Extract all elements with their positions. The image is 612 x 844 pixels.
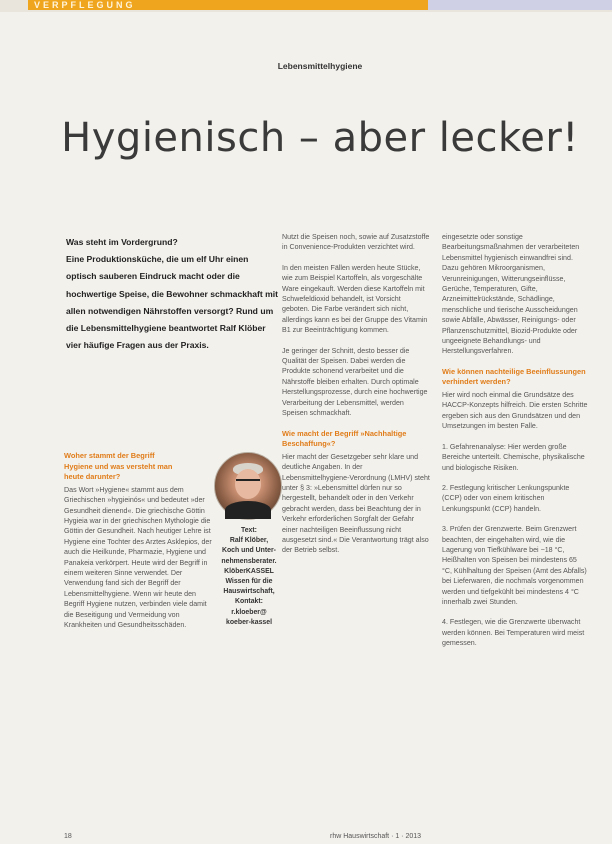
author-credit [217,526,281,628]
intro-block [66,234,280,354]
col3-paragraph: 4. Festlegen, wie die Grenzwerte überwacht werden können. Bei Temperaturen wird meist gemessen. [442,618,585,648]
col3-paragraph: eingesetzte oder sonstige Bearbeitungsmaßnahmen der verarbeiteten Lebensmittel hygienisch einwandfrei sind. Dazu gehören Mikroorganismen, Verunreinigungen, Witterungseinflüsse, Gerüche, Temperaturen, Gifte, Arzneimittelrückstände, Schädlinge, menschliche und tierische Ausscheidungen sowie Abfälle, Abwässer, Reinigungs- oder Pflanzenschutzmittel, Biozid-Produkte oder ungeeignete Behandlungs- und Herstellungsverfahren. [442,233,580,356]
section-label: VERPFLEGUNG [34,0,136,10]
credit-line: Wissen für die [225,578,273,586]
col2-heading: Wie macht der Begriff »Nachhaltige Beschaffung«? [282,428,407,449]
col3-paragraph: 1. Gefahrenanalyse: Hier werden große Bereiche unterteilt. Chemische, physikalische und biologische Risiken. [442,442,585,472]
credit-email[interactable]: koeber-kassel [226,618,272,626]
col1-paragraph: Das Wort »Hygiene« stammt aus dem Griechischen »hygieinós« und bedeutet »der Gesundheit dienend«. Die griechische Göttin Hygieia war in der griechischen Mythologie die Göttin der Gesundheit. Nach heutiger Lehre ist Hygiene eine Tochter des Arztes Asklepios, der auch die Heilkunde, Pharmazie, Hygiene und Panakeia verkörpert. Heute wird der Begriff in einem weiteren Sinne verwendet. Der Verwendung fand sich der Begriff der Lebensmittelhygiene. Wenn wir heute den Begriff Hygiene nutzen, verbinden viele damit die Beseitigung und Vermeidung von Krankheiten und Gesundheitsschäden. [64,485,212,630]
credit-line: nehmensberater. [221,557,277,565]
credit-line: KlöberKASSEL [224,567,274,575]
credit-line: Text: [241,527,257,534]
col3-paragraph: Hier wird noch einmal die Grundsätze des HACCP-Konzepts hilfreich. Die ersten Schritte ergeben sich aus den Grundsätzen und den Umsetzungen im besten Falle. [442,391,588,431]
credit-line: Koch und Unter- [222,547,276,555]
portrait-glasses [236,479,260,485]
magazine-footer: rhw Hauswirtschaft · 1 · 2013 [330,833,422,840]
kicker: Lebensmittelhygiene [277,61,363,71]
credit-line: Kontakt: [235,598,263,606]
col1-heading: Woher stammt der Begriff Hygiene und was versteht man heute darunter? [64,451,173,482]
credit-line: Ralf Klöber, [229,537,269,545]
page-number: 18 [64,833,72,840]
portrait-shirt [225,501,271,519]
credit-line: Hauswirtschaft, [223,588,275,596]
top-color-bar [0,0,612,12]
headline: Hygienisch – aber lecker! [61,114,579,161]
credit-email[interactable]: r.kloeber@ [231,608,267,616]
intro-text: Eine Produktionsküche, die um elf Uhr einen optisch sauberen Eindruck macht oder die hochwertige Speise, die Bewohner schmackhaft mit allen notwendigen Nährstoffen versorgt? Rund um die Lebensmittelhygiene beantwortet Ralf Klöber vier häufige Fragen aus der Praxis. [66,254,279,351]
column-3 [442,232,588,659]
lavender-bar [428,0,612,10]
column-2 [282,232,430,566]
intro-question: Was steht im Vordergrund? [66,237,178,247]
col2-paragraph: Je geringer der Schnitt, desto besser die Qualität der Speisen. Dabei werden die Produkte schonend verarbeitet und die Nährstoffe bleiben erhalten. Durch optimale Herstellungsprozesse, durch eine hochwertige Verarbeitung der Lebensmittel, werden Speisen schmackhaft. [282,346,428,418]
col3-heading: Wie können nachteilige Beeinflussungen verhindert werden? [442,366,586,387]
col2-paragraph: In den meisten Fällen werden heute Stücke, wie zum Beispiel Kartoffeln, als vorgeschälte Ware eingekauft. Werden diese Kartoffeln mit Schwefeldioxid behandelt, ist Vorsicht geboten. Die Farbe verändert sich nicht, allerdings kann es bei der Gruppe des Vitamin B1 zur Beeinträchtigung kommen. [282,263,428,335]
column-1 [64,451,212,640]
col2-paragraph: Nutzt die Speisen noch, sowie auf Zusatzstoffe in Convenience-Produkten verzichtet wird. [282,233,430,252]
author-portrait [214,452,282,520]
col2-paragraph: Hier macht der Gesetzgeber sehr klare und deutliche Angaben. In der Lebensmittelhygiene-Verordnung (LMHV) steht unter § 3: »Lebensmittel dürfen nur so hergestellt, behandelt oder in den Verkehr gebracht werden, dass bei Beachtung der in Verkehr erforderlichen Sorgfalt der Gefahr einer nachteiligen Beeinflussung nicht ausgesetzt sind.« Die Verantwortung trägt also der Betrieb selbst. [282,452,430,555]
col3-paragraph: 2. Festlegung kritischer Lenkungspunkte (CCP) oder von einem kritischen Lenkungspunkt (CCP) handeln. [442,483,570,513]
col3-paragraph: 3. Prüfen der Grenzwerte. Beim Grenzwert beachten, der eingehalten wird, wie die Lagerung von Tiefkühlware bei −18 °C, Heißhalten von Speisen bei mindestens 65 °C, Kühlhaltung der Speisen (Amt des Abfalls) bei Lieferwaren, die nochmals vorgenommen werden und tiefgekühlt bei mindestens 4 °C innerhalb zwei Stunden. [442,525,587,606]
